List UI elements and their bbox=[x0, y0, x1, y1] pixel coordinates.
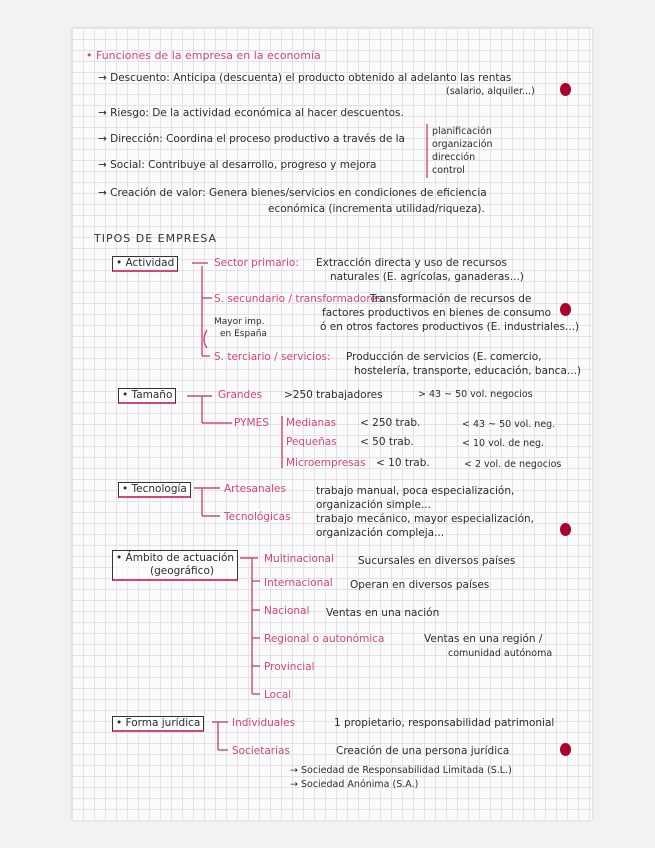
nacional-desc: Ventas en una nación bbox=[326, 607, 440, 619]
sector-terciario: S. terciario / servicios: bbox=[214, 351, 331, 363]
forma-sa: → Sociedad Anónima (S.A.) bbox=[290, 779, 419, 790]
tamano-pymes: PYMES bbox=[234, 417, 269, 429]
forma-label: • Forma jurídica bbox=[112, 716, 204, 732]
tamano-label: • Tamaño bbox=[118, 388, 176, 404]
ambito-label bbox=[112, 550, 238, 581]
funcion-valor-cont: económica (incrementa utilidad/riqueza). bbox=[268, 203, 485, 215]
direccion-item: control bbox=[432, 165, 465, 176]
ambito-regional: Regional o autonómica bbox=[264, 633, 385, 645]
ambito-provincial: Provincial bbox=[264, 661, 315, 673]
artesanales-desc2: organización simple... bbox=[316, 499, 431, 511]
funcion-riesgo: → Riesgo: De la actividad económica al hacer descuentos. bbox=[98, 107, 404, 119]
sector-secundario-desc: Transformación de recursos de bbox=[370, 293, 532, 305]
ambito-internacional: Internacional bbox=[264, 577, 333, 589]
funcion-valor: → Creación de valor: Genera bienes/servicios en condiciones de eficiencia bbox=[98, 187, 487, 199]
ambito-local: Local bbox=[264, 689, 292, 701]
funcion-social: → Social: Contribuye al desarrollo, progreso y mejora bbox=[98, 159, 377, 171]
tecnologia-label: • Tecnología bbox=[118, 482, 191, 498]
tecnologia-tecnologicas: Tecnológicas bbox=[224, 511, 291, 523]
ambito-nacional: Nacional bbox=[264, 605, 310, 617]
sector-primario-desc2: naturales (E. agrícolas, ganaderas...) bbox=[330, 271, 524, 283]
artesanales-desc: trabajo manual, poca especialización, bbox=[316, 485, 515, 497]
pequenas-vol: < 10 vol. de neg. bbox=[462, 438, 545, 449]
pymes-micro: Microempresas bbox=[286, 457, 366, 469]
grandes-trab: >250 trabajadores bbox=[284, 389, 383, 401]
sector-primario-desc: Extracción directa y uso de recursos bbox=[316, 257, 507, 269]
direccion-item: planificación bbox=[432, 126, 492, 137]
secundario-nota2: en España bbox=[220, 329, 267, 339]
sector-primario: Sector primario: bbox=[214, 257, 299, 269]
multinacional-desc: Sucursales en diversos países bbox=[358, 555, 516, 567]
medianas-trab: < 250 trab. bbox=[360, 417, 421, 429]
pequenas-trab: < 50 trab. bbox=[360, 436, 414, 448]
ambito-label-main: • Ámbito de actuación bbox=[116, 552, 235, 564]
tecnologicas-desc: trabajo mecánico, mayor especialización, bbox=[316, 513, 535, 525]
tecnologicas-desc2: organización compleja... bbox=[316, 527, 445, 539]
notebook-page bbox=[72, 28, 592, 820]
regional-desc2: comunidad autónoma bbox=[448, 648, 553, 659]
direccion-item: organización bbox=[432, 139, 493, 150]
actividad-label: • Actividad bbox=[112, 256, 178, 272]
sector-secundario-desc2: factores productivos en bienes de consumo bbox=[322, 307, 552, 319]
micro-vol: < 2 vol. de negocios bbox=[464, 459, 562, 470]
individuales-desc: 1 propietario, responsabilidad patrimonial bbox=[334, 717, 555, 729]
grandes-vol: > 43 ~ 50 vol. negocios bbox=[418, 389, 533, 400]
societarias-desc: Creación de una persona jurídica bbox=[336, 745, 510, 757]
binder-hole bbox=[560, 303, 571, 316]
micro-trab: < 10 trab. bbox=[376, 457, 430, 469]
sector-terciario-desc: Producción de servicios (E. comercio, bbox=[346, 351, 542, 363]
forma-sl: → Sociedad de Responsabilidad Limitada (S.L.) bbox=[290, 765, 512, 776]
binder-hole bbox=[560, 83, 571, 96]
funcion-direccion: → Dirección: Coordina el proceso productivo a través de la bbox=[98, 133, 405, 145]
pymes-pequenas: Pequeñas bbox=[286, 436, 337, 448]
ambito-label-sub: (geográfico) bbox=[150, 565, 214, 578]
binder-hole bbox=[560, 523, 571, 536]
tamano-grandes: Grandes bbox=[218, 389, 263, 401]
direccion-item: dirección bbox=[432, 152, 476, 163]
forma-societarias: Societarias bbox=[232, 745, 290, 757]
secundario-nota: Mayor imp. bbox=[214, 317, 265, 327]
binder-hole bbox=[560, 743, 571, 756]
regional-desc: Ventas en una región / bbox=[424, 633, 543, 645]
forma-individuales: Individuales bbox=[232, 717, 296, 729]
funciones-title: • Funciones de la empresa en la economía bbox=[86, 49, 321, 62]
ambito-multinacional: Multinacional bbox=[264, 553, 334, 565]
tipos-title: TIPOS DE EMPRESA bbox=[94, 232, 218, 245]
funcion-descuento-ejemplos: (salario, alquiler...) bbox=[446, 86, 535, 97]
medianas-vol: < 43 ~ 50 vol. neg. bbox=[462, 419, 556, 430]
tecnologia-artesanales: Artesanales bbox=[224, 483, 286, 495]
internacional-desc: Operan en diversos países bbox=[350, 579, 490, 591]
funcion-descuento: → Descuento: Anticipa (descuenta) el producto obtenido al adelanto las rentas bbox=[98, 72, 512, 84]
sector-secundario-desc3: ó en otros factores productivos (E. industriales...) bbox=[320, 321, 580, 333]
sector-terciario-desc2: hostelería, transporte, educación, banca...) bbox=[354, 365, 582, 377]
pymes-medianas: Medianas bbox=[286, 417, 337, 429]
sector-secundario: S. secundario / transformadores: bbox=[214, 293, 386, 305]
